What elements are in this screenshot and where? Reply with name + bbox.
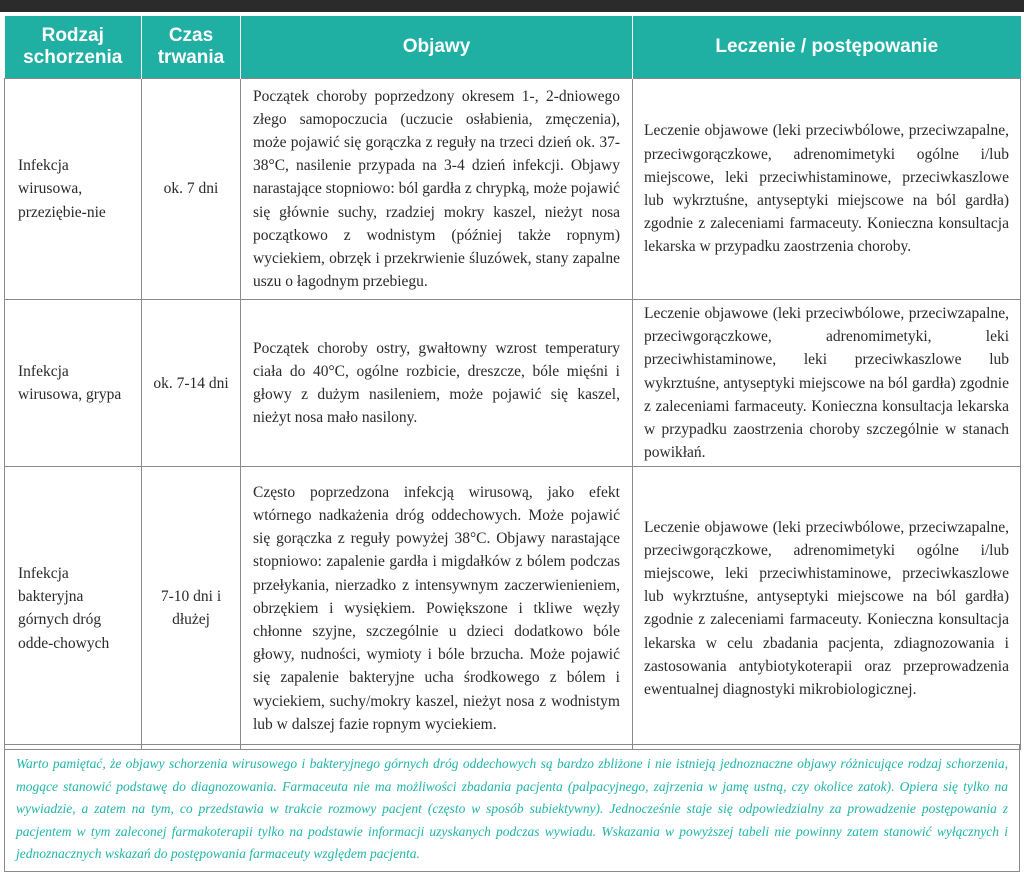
condition-symptoms: Początek choroby ostry, gwałtowny wzrost temperatury ciała do 40°C, ogólne rozbicie, dreszcze, bóle mięśni i głowy z dużym nasileniem, może pojawić się kaszel, nieżyt nosa mało nasilony.: [241, 300, 633, 467]
table-row: [5, 79, 1021, 300]
condition-name: Infekcja wirusowa, przeziębie-nie: [5, 79, 142, 300]
condition-treatment: Leczenie objawowe (leki przeciwbólowe, przeciwzapalne, przeciwgorączkowe, adrenomimetyki ogólne i/lub miejscowe, leki przeciwhistaminowe, przeciwkaszlowe lub wykrztuśne, antyseptyki miejscowe na ból gardła) zgodnie z zaleceniami farmaceuty. Konieczna konsultacja lekarska w celu zbadania pacjenta, zdiagnozowania i zastosowania antybiotykoterapii oraz przeprowadzenia ewentualnej diagnostyki mikrobiologicznej.: [633, 467, 1021, 750]
table-row: [5, 300, 1021, 467]
header-symptoms: Objawy: [241, 16, 633, 79]
condition-treatment: Leczenie objawowe (leki przeciwbólowe, przeciwzapalne, przeciwgorączkowe, adrenomimetyki, leki przeciwhistaminowe, leki przeciwkaszlowe lub wykrztuśne, antyseptyki miejscowe na ból gardła) zgodnie z zaleceniami farmaceuty. Konieczna konsultacja lekarska w przypadku zaostrzenia choroby szczególnie w stanach powikłań.: [633, 300, 1021, 467]
table-header-row: [5, 16, 1021, 79]
condition-name: Infekcja bakteryjna górnych dróg odde-chowych: [5, 467, 142, 750]
top-bar: [0, 0, 1024, 12]
conditions-table: [4, 16, 1021, 750]
header-treatment: Leczenie / postępowanie: [633, 16, 1021, 79]
footnote: Warto pamiętać, że objawy schorzenia wirusowego i bakteryjnego górnych dróg oddechowych są bardzo zbliżone i nie istnieją jednoznaczne objawy różnicujące rodzaj schorzenia, mogące stanowić podstawę do diagnozowania. Farmaceuta nie ma możliwości zbadania pacjenta (palpacyjnego, zajrzenia w jamę ustną, czy okolice zatok). Opiera się tylko na wywiadzie, a zatem na tym, co przedstawia w trakcie rozmowy pacjent (często w sposób subiektywny). Jednocześnie staje się odpowiedzialny za prowadzenie postępowania z pacjentem w tym zaleconej farmakoterapii tylko na podstawie informacji uzyskanych podczas wywiadu. Wskazania w powyższej tabeli nie powinny zatem stanowić wyłącznych i jednoznacznych wskazań do postępowania farmaceuty względem pacjenta.: [4, 744, 1020, 872]
condition-name: Infekcja wirusowa, grypa: [5, 300, 142, 467]
header-condition-type: Rodzaj schorzenia: [5, 16, 142, 79]
condition-treatment: Leczenie objawowe (leki przeciwbólowe, przeciwzapalne, przeciwgorączkowe, adrenomimetyki ogólne i/lub miejscowe, leki przeciwhistaminowe, przeciwkaszlowe lub wykrztuśne, antyseptyki miejscowe na ból gardła) zgodnie z zaleceniami farmaceuty. Konieczna konsultacja lekarska w przypadku zaostrzenia choroby.: [633, 79, 1021, 300]
condition-symptoms: Często poprzedzona infekcją wirusową, jako efekt wtórnego nadkażenia dróg oddechowych. Może pojawić się gorączka z reguły powyżej 38°C. Objawy narastające stopniowo: zapalenie gardła i migdałków z bólem podczas przełykania, nierzadko z intensywnym zaczerwienieniem, obrzękiem i wysiękiem. Powiększone i tkliwe węzły chłonne szyjne, szczególnie u dzieci dodatkowo bóle głowy, nudności, wymioty i bóle brzucha. Może pojawić się zapalenie bakteryjne ucha środkowego z bólem i wyciekiem, suchy/mokry kaszel, nieżyt nosa z wodnistym lub w dalszej fazie ropnym wyciekiem.: [241, 467, 633, 750]
condition-duration: 7-10 dni i dłużej: [142, 467, 241, 750]
header-duration: Czas trwania: [142, 16, 241, 79]
condition-duration: ok. 7-14 dni: [142, 300, 241, 467]
condition-duration: ok. 7 dni: [142, 79, 241, 300]
condition-symptoms: Początek choroby poprzedzony okresem 1-, 2-dniowego złego samopoczucia (uczucie osłabienia, zmęczenia), może pojawić się gorączka z reguły na trzeci dzień ok. 37-38°C, nasilenie przypada na 3-4 dzień infekcji. Objawy narastające stopniowo: ból gardła z chrypką, może pojawić się głównie suchy, rzadziej mokry kaszel, nieżyt nosa początkowo z wodnistym (później także ropnym) wyciekiem, obrzęk i przekrwienie śluzówek, stany zapalne uszu o łagodnym przebiegu.: [241, 79, 633, 300]
table-row: [5, 467, 1021, 750]
